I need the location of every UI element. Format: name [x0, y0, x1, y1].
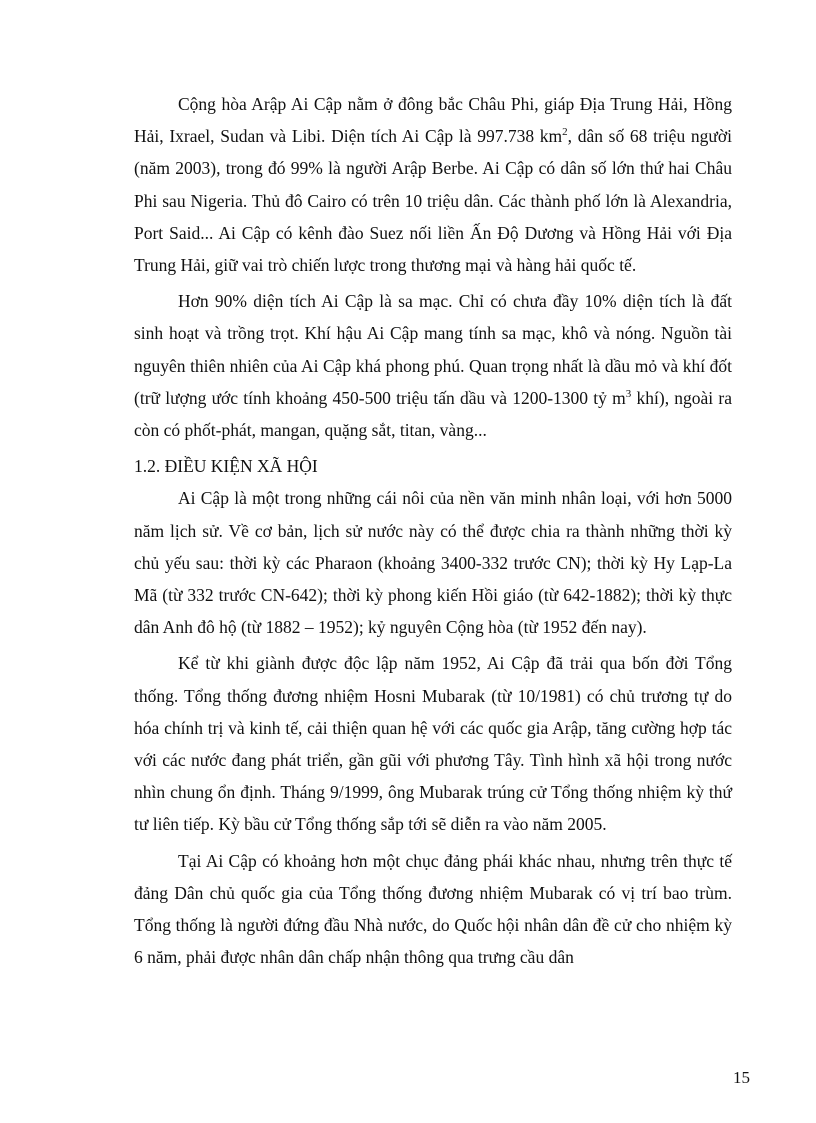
section-heading: 1.2. ĐIỀU KIỆN XÃ HỘI	[134, 456, 318, 477]
page-number: 15	[733, 1068, 750, 1087]
paragraph-natural-resources	[134, 285, 732, 446]
paragraph-resources-text-b: khí), ngoài ra còn có phốt-phát, mangan, quặng sắt, titan, vàng...	[134, 387, 733, 441]
paragraph-history: Ai Cập là một trong những cái nôi của nền văn minh nhân loại, với hơn 5000 năm lịch sử. Về cơ bản, lịch sử nước này có thể được chia ra thành những thời kỳ chủ yếu sau: thời kỳ các Pharaon (khoảng 3400-332 trước CN); thời kỳ Hy Lạp-La Mã (từ 332 trước CN-642); thời kỳ phong kiến Hồi giáo (từ 642-1882); thời kỳ thực dân Anh đô hộ (từ 1882 – 1952); kỷ nguyên Cộng hòa (từ 1952 đến nay).	[134, 488, 732, 638]
superscript-km2: 2	[562, 126, 568, 139]
document-page	[134, 88, 732, 977]
paragraph-geography	[134, 88, 732, 281]
paragraph-resources-text-a: Hơn 90% diện tích Ai Cập là sa mạc. Chỉ có chưa đầy 10% diện tích là đất sinh hoạt và trồng trọt. Khí hậu Ai Cập mang tính sa mạc, khô và nóng. Nguồn tài nguyên thiên nhiên của Ai Cập khá phong phú. Quan trọng nhất là dầu mỏ và khí đốt (trữ lượng ước tính khoảng 450-500 triệu tấn dầu và 1200-1300 tỷ m	[134, 291, 732, 408]
paragraph-politics: Kể từ khi giành được độc lập năm 1952, Ai Cập đã trải qua bốn đời Tổng thống. Tổng thống đương nhiệm Hosni Mubarak (từ 10/1981) có chủ trương tự do hóa chính trị và kinh tế, cải thiện quan hệ với các quốc gia Arập, tăng cường hợp tác với các nước đang phát triển, gần gũi với phương Tây. Tình hình xã hội trong nước nhìn chung ổn định. Tháng 9/1999, ông Mubarak trúng cử Tổng thống nhiệm kỳ thứ tư liên tiếp. Kỳ bầu cử Tổng thống sắp tới sẽ diễn ra vào năm 2005.	[134, 653, 732, 835]
superscript-m3: 3	[625, 388, 632, 400]
paragraph-geography-text-b: , dân số 68 triệu người (năm 2003), trong đó 99% là người Arập Berbe. Ai Cập có dân số lớn thứ hai Châu Phi sau Nigeria. Thủ đô Cairo có trên 10 triệu dân. Các thành phố lớn là Alexandria, Port Said... Ai Cập có kênh đào Suez nối liền Ấn Độ Dương và Hồng Hải với Địa Trung Hải, giữ vai trò chiến lược trong thương mại và hàng hải quốc tế.	[134, 126, 732, 276]
paragraph-geography-text-a: Cộng hòa Arập Ai Cập nằm ở đông bắc Châu Phi, giáp Địa Trung Hải, Hồng Hải, Ixrael, Sudan và Libi. Diện tích Ai Cập là 997.738 km	[134, 94, 732, 147]
paragraph-parties: Tại Ai Cập có khoảng hơn một chục đảng phái khác nhau, nhưng trên thực tế đảng Dân chủ quốc gia của Tổng thống đương nhiệm Mubarak có vị trí bao trùm. Tổng thống là người đứng đầu Nhà nước, do Quốc hội nhân dân đề cử cho nhiệm kỳ 6 năm, phải được nhân dân chấp nhận thông qua trưng cầu dân	[134, 850, 732, 968]
